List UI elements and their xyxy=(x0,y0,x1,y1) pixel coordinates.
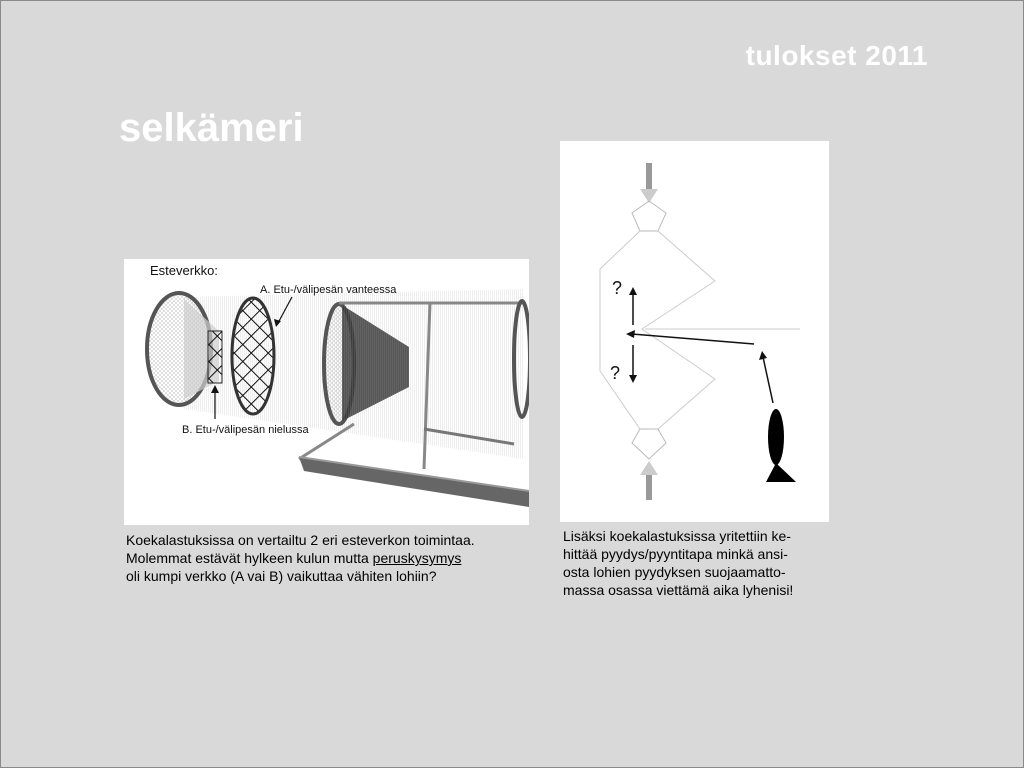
caption-right-line-2: hittää pyydys/pyyntitapa minkä ansi- xyxy=(563,546,788,562)
peruskysymys-underlined: peruskysymys xyxy=(372,550,462,566)
caption-left-line-1: Koekalastuksissa on vertailtu 2 eri esteverkon toimintaa. xyxy=(126,532,475,548)
question-mark-top: ? xyxy=(612,278,623,298)
section-header: tulokset 2011 xyxy=(745,40,928,71)
esteverkko-illustration xyxy=(124,259,529,525)
caption-right xyxy=(563,527,838,599)
sled-base xyxy=(299,457,529,507)
trap-diagram-svg xyxy=(560,141,829,522)
caption-left-line-2-text: Molemmat estävät hylkeen kulun mutta xyxy=(126,550,373,566)
net-b-lattice xyxy=(208,331,222,383)
page-title: selkämeri xyxy=(119,106,304,150)
caption-right-line-3: osta lohien pyydyksen suojaamatto- xyxy=(563,564,786,580)
trap-diagram xyxy=(560,141,829,522)
caption-left-line-2 xyxy=(126,549,556,567)
caption-right-line-4: massa osassa viettämä aika lyhenisi! xyxy=(563,582,794,598)
caption-right-line-1: Lisäksi koekalastuksissa yritettiin ke- xyxy=(563,528,791,544)
question-mark-bottom: ? xyxy=(610,363,621,383)
fyke-net-drawing xyxy=(124,259,529,525)
figure-heading: Esteverkko: xyxy=(150,263,218,278)
caption-left-line-3: oli kumpi verkko (A vai B) vaikuttaa vähiten lohiin? xyxy=(126,568,437,584)
net-a-lattice xyxy=(232,298,274,414)
salmon-icon xyxy=(768,409,784,465)
label-a: A. Etu-/välipesän vanteessa xyxy=(260,284,397,296)
caption-left xyxy=(126,531,556,585)
label-b: B. Etu-/välipesän nielussa xyxy=(182,424,309,436)
